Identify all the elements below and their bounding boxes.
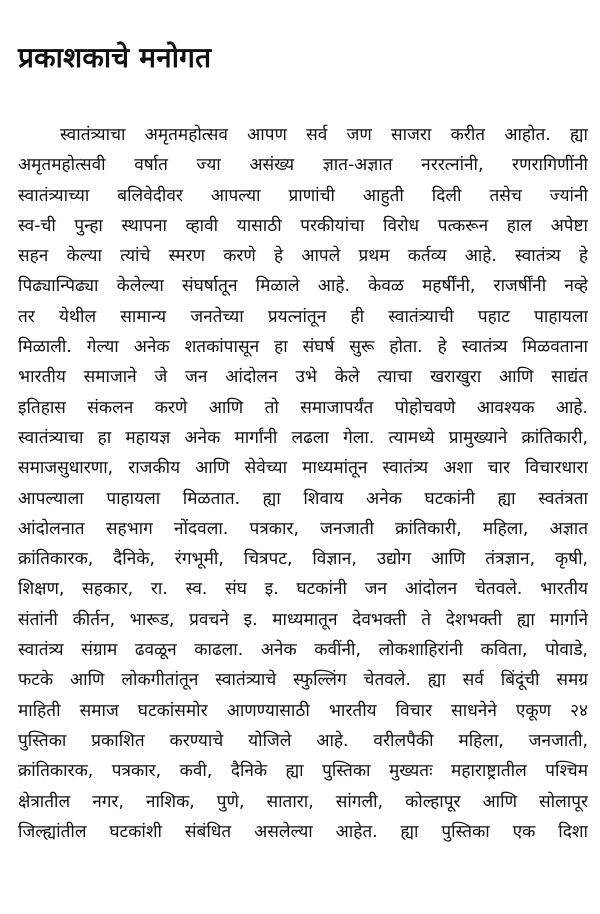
page-title: प्रकाशकाचे मनोगत [18, 41, 212, 74]
text-line: शिक्षण, सहकार, रा. स्व. संघ इ. घटकांनी जन आंदोलन चेतवले. भारतीय [18, 579, 588, 600]
text-line: तर येथील सामान्य जनतेच्या प्रयत्नांतून ही स्वातंत्र्याची पहाट पाहायला [18, 306, 588, 327]
text-line: पिढ्यान्पिढ्या केलेल्या संघर्षातून मिळाले आहे. केवळ महर्षींनी, राजर्षींनी नव्हे [18, 276, 588, 297]
text-line: स्वातंत्र्याचा अमृतमहोत्सव आपण सर्व जण साजरा करीत आहोत. ह्या [60, 125, 588, 145]
text-line: माहिती समाज घटकांसमोर आणण्यासाठी भारतीय विचार साधनेने एकूण २४ [18, 700, 588, 721]
text-line: आपल्याला पाहायला मिळतात. ह्या शिवाय अनेक घटकांनी ह्या स्वतंत्रता [18, 488, 588, 509]
text-line: संतांनी कीर्तन, भारूड, प्रवचने इ. माध्यमातून देवभक्ती ते देशभक्ती ह्या मार्गाने [18, 609, 588, 630]
text-line: क्रांतिकारक, दैनिके, रंगभूमी, चित्रपट, विज्ञान, उद्योग आणि तंत्रज्ञान, कृषी, [18, 549, 588, 570]
text-line: अमृतमहोत्सवी वर्षात ज्या असंख्य ज्ञात-अज्ञात नररत्नांनी, रणरागिणींनी [18, 155, 588, 176]
text-line: समाजसुधारणा, राजकीय आणि सेवेच्या माध्यमांतून स्वातंत्र्य अशा चार विचारधारा [18, 458, 588, 479]
text-line: सहन केल्या त्यांचे स्मरण करणे हे आपले प्रथम कर्तव्य आहे. स्वातंत्र्य हे [18, 246, 588, 267]
text-line: इतिहास संकलन करणे आणि तो समाजापर्यंत पोहोचवणे आवश्यक आहे. [18, 397, 588, 418]
text-line: फटके आणि लोकगीतांतून स्वातंत्र्याचे स्फुल्लिंग चेतवले. ह्या सर्व बिंदूंची समग्र [18, 670, 588, 691]
text-line: स्वातंत्र्याचा हा महायज्ञ अनेक मार्गांनी लढला गेला. त्यामध्ये प्रामुख्याने क्रांतिकारी, [18, 427, 588, 448]
text-line: क्षेत्रातील नगर, नाशिक, पुणे, सातारा, सांगली, कोल्हापूर आणि सोलापूर [18, 791, 588, 812]
text-line: स्वातंत्र्याच्या बलिवेदीवर आपल्या प्राणांची आहुती दिली तसेच ज्यांनी [18, 185, 588, 206]
text-line: पुस्तिका प्रकाशित करण्याचे योजिले आहे. वरीलपैकी महिला, जनजाती, [18, 730, 588, 751]
text-line: क्रांतिकारक, पत्रकार, कवी, दैनिके ह्या पुस्तिका मुख्यतः महाराष्ट्रातील पश्चिम [18, 761, 588, 782]
text-line: स्वातंत्र्य संग्राम ढवळून काढला. अनेक कवींनी, लोकशाहिरांनी कविता, पोवाडे, [18, 640, 588, 661]
text-line: स्व-ची पुन्हा स्थापना व्हावी यासाठी परकीयांचा विरोध पत्करून हाल अपेष्टा [18, 215, 588, 236]
text-line: जिल्ह्यांतील घटकांशी संबंधित असलेल्या आहेत. ह्या पुस्तिका एक दिशा [18, 821, 588, 842]
text-line: भारतीय समाजाने जे जन आंदोलन उभे केले त्याचा खराखुरा आणि साद्यंत [18, 367, 588, 388]
body-paragraph [18, 120, 588, 847]
text-line: आंदोलनात सहभाग नोंदवला. पत्रकार, जनजाती क्रांतिकारी, महिला, अज्ञात [18, 518, 588, 539]
text-line: मिळाली. गेल्या अनेक शतकांपासून हा संघर्ष सुरू होता. हे स्वातंत्र्य मिळवताना [18, 337, 588, 358]
